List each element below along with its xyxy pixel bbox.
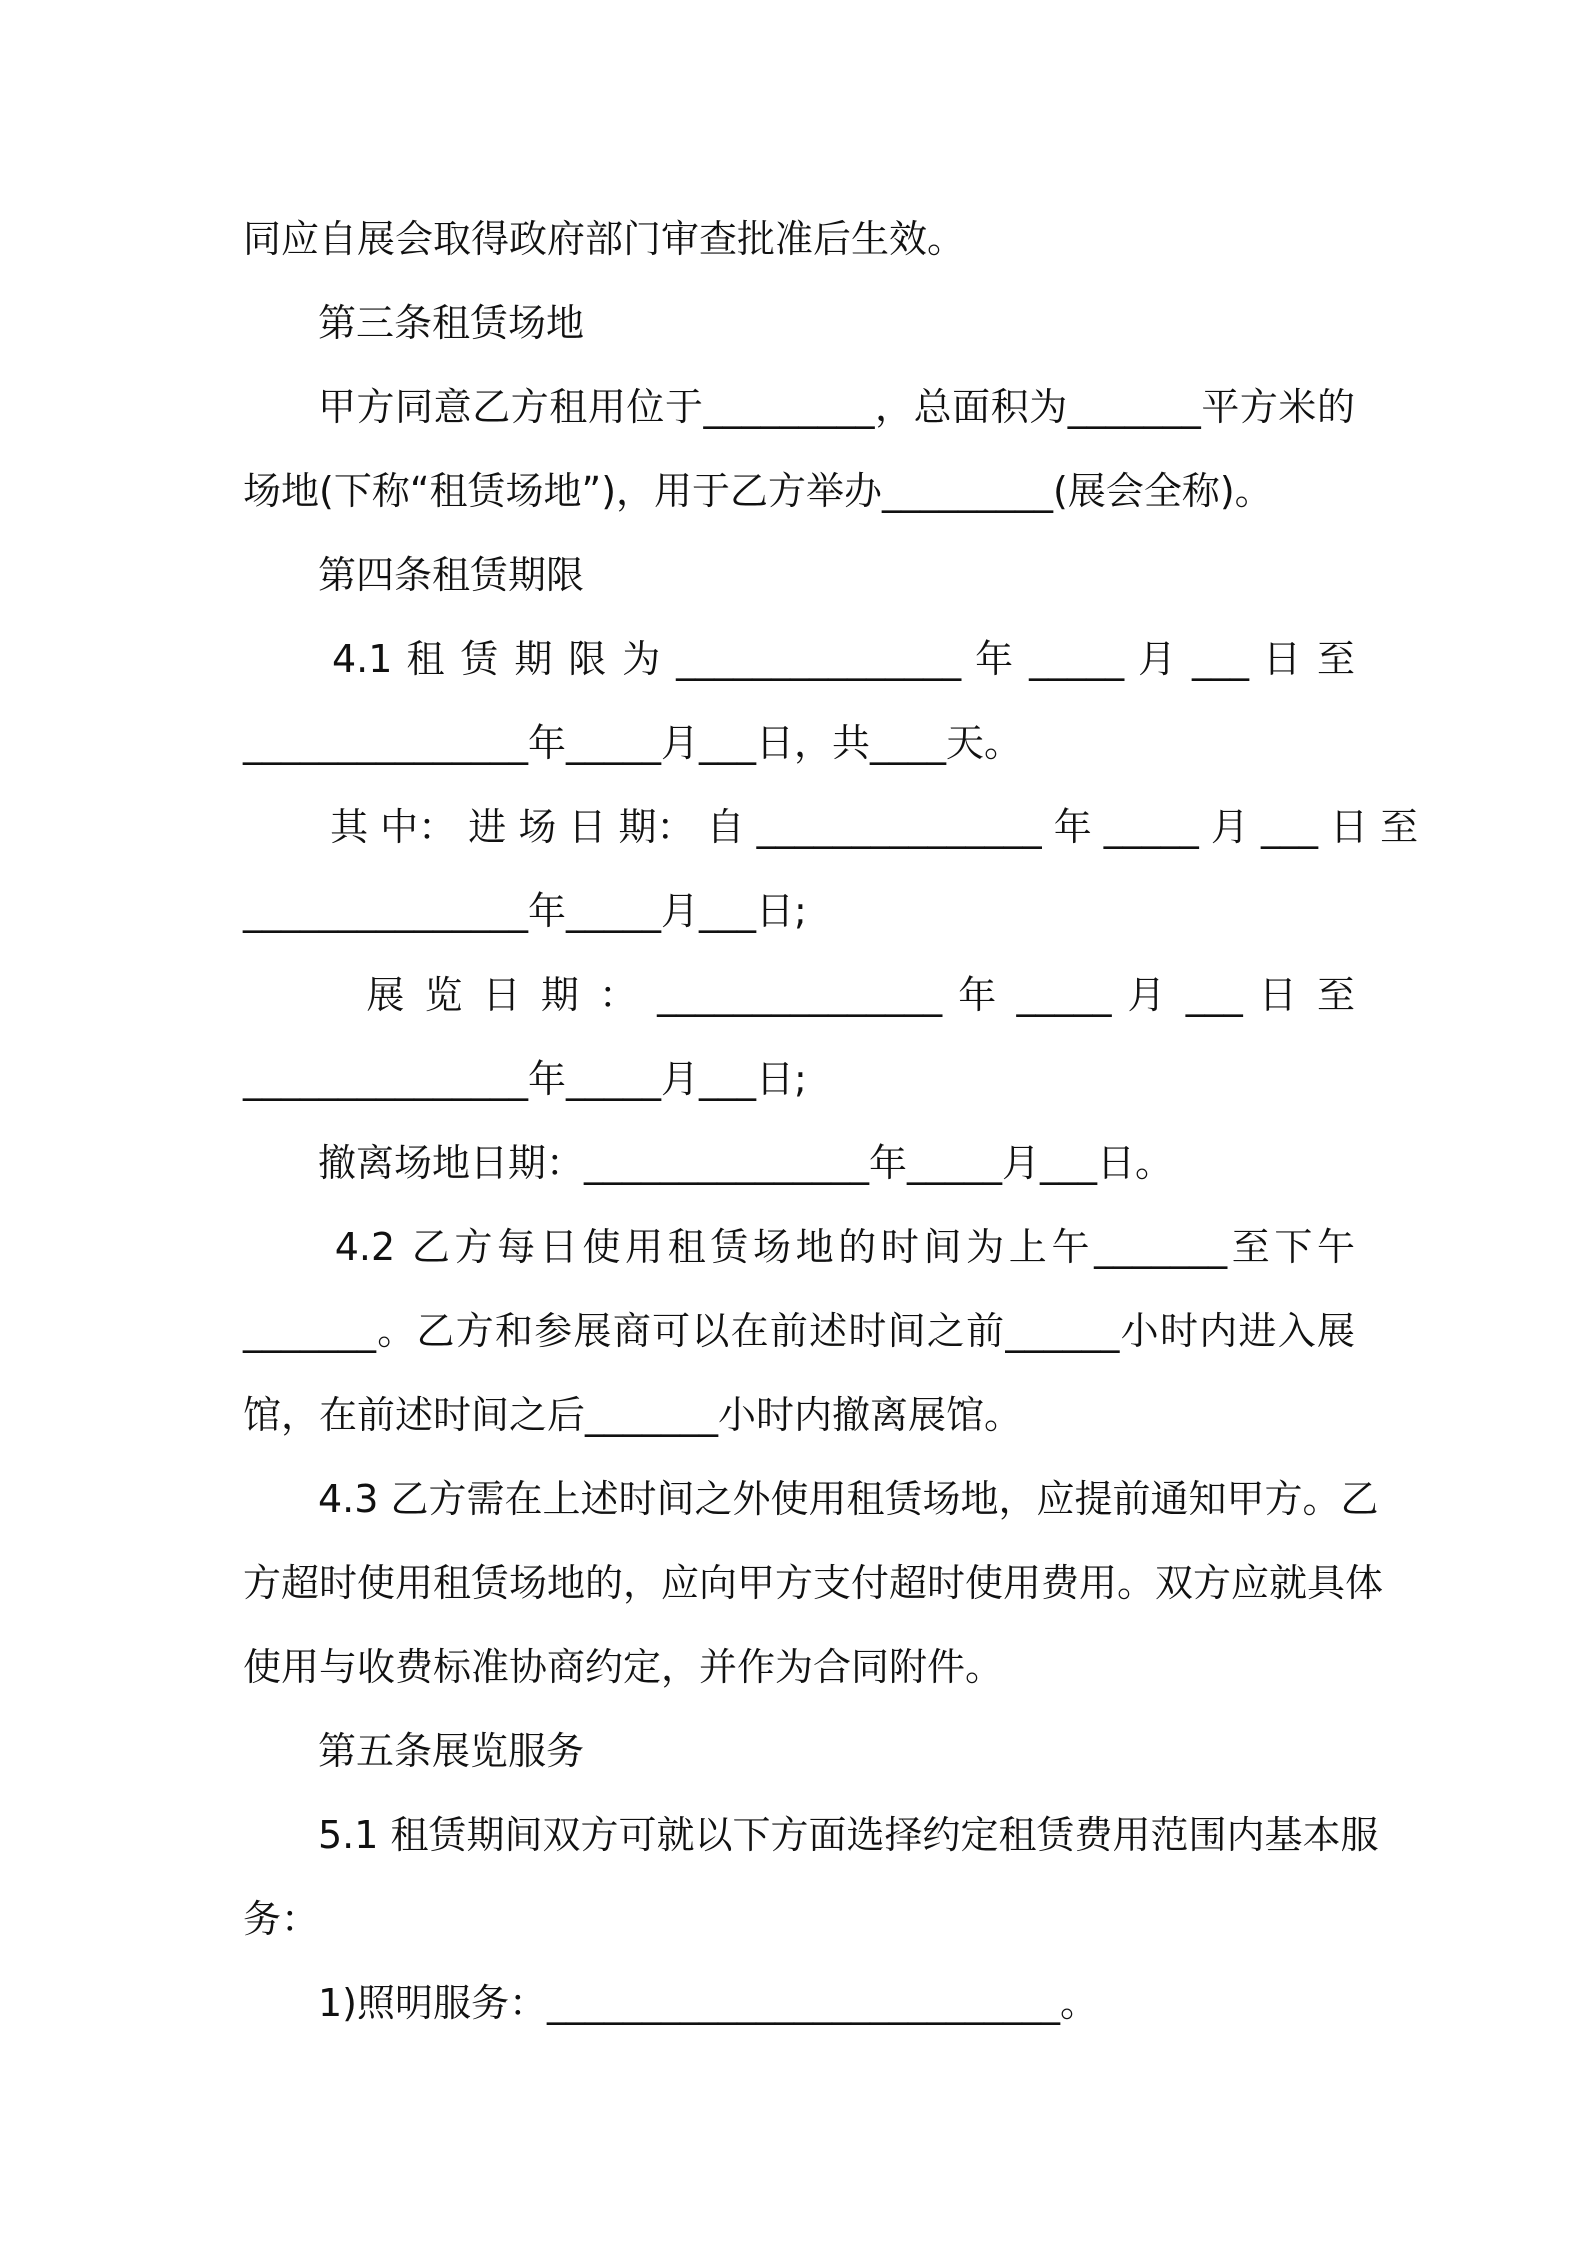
paragraph-line: _______________年_____月___日，共____天。 [243,721,1023,765]
paragraph-line: 同应自展会取得政府部门审查批准后生效。 [243,217,966,261]
paragraph-line: 4.2 乙方每日使用租赁场地的时间为上午_______至下午 [318,1225,1355,1269]
paragraph-line: 其 中： 进 场 日 期： 自 _______________ 年 _____ 月 ___ 日 至 [318,805,1419,849]
paragraph-line: 馆，在前述时间之后_______小时内撤离展馆。 [243,1393,1023,1437]
article-heading: 第三条租赁场地 [318,301,585,345]
paragraph-line: 甲方同意乙方租用位于_________，总面积为_______平方米的 [318,385,1355,429]
document-body [243,197,1419,2045]
paragraph-line: 1)照明服务：___________________________。 [318,1981,1099,2025]
paragraph-line: 务： [243,1897,320,1941]
paragraph-line: 使用与收费标准协商约定，并作为合同附件。 [243,1645,1004,1689]
paragraph-line: 场地(下称“租赁场地”)，用于乙方举办_________(展会全称)。 [243,469,1273,513]
article-heading: 第五条展览服务 [318,1729,585,1773]
paragraph-line: 4.3 乙方需在上述时间之外使用租赁场地，应提前通知甲方。乙 [318,1477,1379,1521]
paragraph-line: 4.1 租 赁 期 限 为 _______________ 年 _____ 月 ___ 日 至 [318,637,1355,681]
paragraph-line: 方超时使用租赁场地的，应向甲方支付超时使用费用。双方应就具体 [243,1561,1384,1605]
article-heading: 第四条租赁期限 [318,553,585,597]
paragraph-line: _______________年_____月___日; [243,889,807,933]
paragraph-line: 撤离场地日期：_______________年_____月___日。 [318,1141,1174,1185]
paragraph-line: _______。乙方和参展商可以在前述时间之前______小时内进入展 [243,1309,1355,1353]
paragraph-line: _______________年_____月___日; [243,1057,807,1101]
paragraph-line: 5.1 租赁期间双方可就以下方面选择约定租赁费用范围内基本服 [318,1813,1379,1857]
paragraph-line: 展 览 日 期 ： _______________ 年 _____ 月 ___ 日 至 [318,973,1355,1017]
